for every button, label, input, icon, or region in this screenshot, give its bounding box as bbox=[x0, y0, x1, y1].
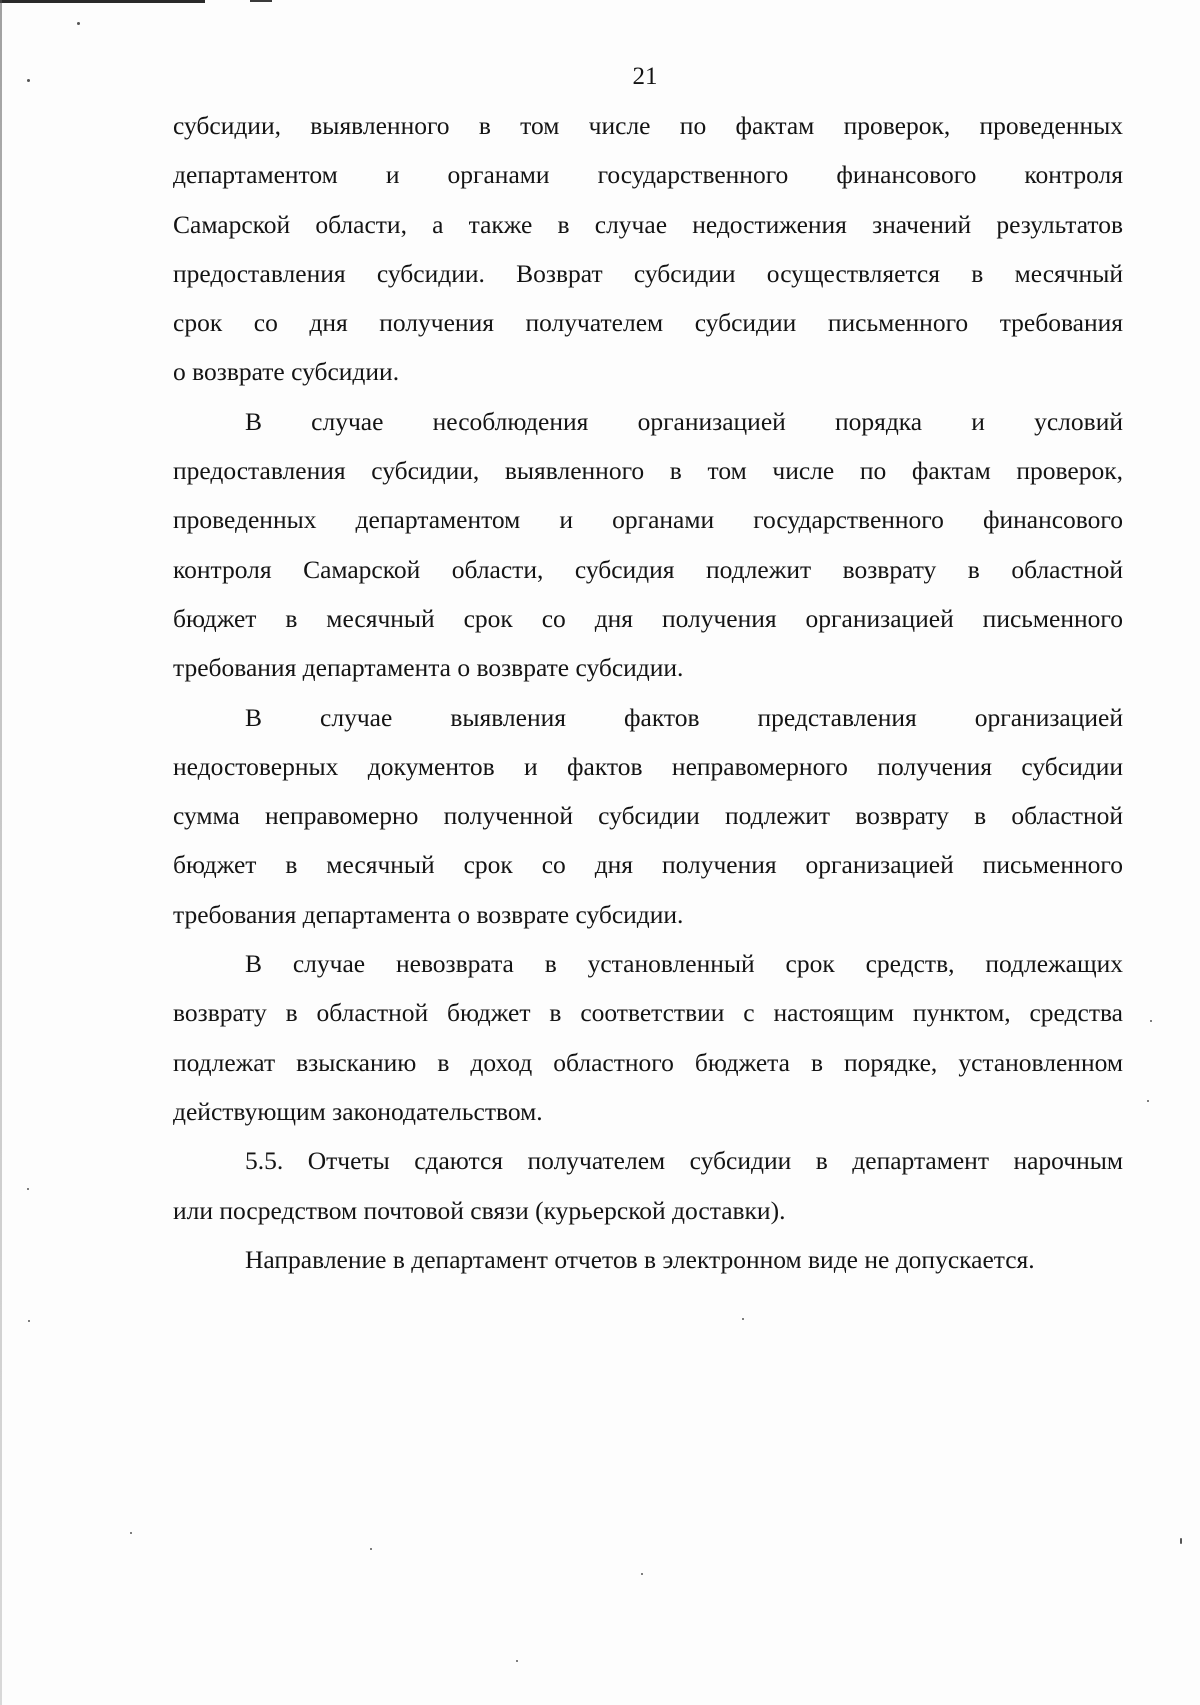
scan-edge-mark bbox=[250, 0, 272, 2]
paragraph bbox=[173, 1235, 1123, 1284]
scan-speck bbox=[130, 1532, 132, 1534]
text-line: или посредством почтовой связи (курьерской доставки). bbox=[173, 1195, 786, 1225]
text-line: о возврате субсидии. bbox=[173, 357, 400, 387]
scan-speck bbox=[1180, 1538, 1182, 1544]
text-line: сумма неправомерно полученной субсидии подлежит возврату в областной bbox=[173, 801, 1123, 831]
text-line: В случае выявления фактов представления организацией bbox=[245, 702, 1123, 732]
paragraph bbox=[173, 939, 1123, 1136]
text-line: действующим законодательством. bbox=[173, 1096, 543, 1126]
scan-speck bbox=[370, 1548, 372, 1550]
scan-speck bbox=[28, 1320, 30, 1322]
scan-speck bbox=[77, 22, 80, 25]
text-line: недостоверных документов и фактов неправомерного получения субсидии bbox=[173, 751, 1123, 781]
paragraph bbox=[173, 693, 1123, 939]
paragraph bbox=[173, 397, 1123, 693]
scan-speck bbox=[1150, 1020, 1152, 1022]
scan-speck bbox=[742, 1318, 744, 1320]
text-line: Направление в департамент отчетов в электронном виде не допускается. bbox=[245, 1244, 1035, 1274]
text-line: требования департамента о возврате субсидии. bbox=[173, 653, 684, 683]
scan-speck bbox=[27, 1188, 29, 1190]
text-line: В случае невозврата в установленный срок средств, подлежащих bbox=[245, 949, 1123, 979]
scan-left-edge bbox=[0, 0, 2, 1705]
text-line: контроля Самарской области, субсидия подлежит возврату в областной bbox=[173, 554, 1123, 584]
text-line: департаментом и органами государственного финансового контроля bbox=[173, 160, 1123, 190]
text-line: проведенных департаментом и органами государственного финансового bbox=[173, 505, 1123, 535]
scan-speck bbox=[516, 1660, 518, 1662]
text-line: 5.5. Отчеты сдаются получателем субсидии в департамент нарочным bbox=[245, 1146, 1123, 1176]
paragraph bbox=[173, 1136, 1123, 1235]
text-line: Самарской области, а также в случае недостижения значений результатов bbox=[173, 209, 1123, 239]
text-line: предоставления субсидии. Возврат субсидии осуществляется в месячный bbox=[173, 258, 1123, 288]
text-line: предоставления субсидии, выявленного в том числе по фактам проверок, bbox=[173, 456, 1123, 486]
document-body bbox=[173, 101, 1123, 1284]
scan-speck bbox=[641, 1573, 643, 1575]
paragraph bbox=[173, 101, 1123, 397]
text-line: бюджет в месячный срок со дня получения организацией письменного bbox=[173, 603, 1123, 633]
text-line: подлежат взысканию в доход областного бюджета в порядке, установленном bbox=[173, 1047, 1123, 1077]
scan-edge-line bbox=[0, 0, 205, 3]
text-line: субсидии, выявленного в том числе по фактам проверок, проведенных bbox=[173, 111, 1123, 140]
page-number: 21 bbox=[632, 63, 658, 90]
text-line: возврату в областной бюджет в соответствии с настоящим пунктом, средства bbox=[173, 998, 1123, 1028]
text-line: срок со дня получения получателем субсидии письменного требования bbox=[173, 308, 1123, 338]
text-line: бюджет в месячный срок со дня получения организацией письменного bbox=[173, 850, 1123, 880]
text-line: В случае несоблюдения организацией порядка и условий bbox=[245, 406, 1123, 436]
text-line: требования департамента о возврате субсидии. bbox=[173, 899, 684, 929]
scan-speck bbox=[1147, 1100, 1149, 1102]
